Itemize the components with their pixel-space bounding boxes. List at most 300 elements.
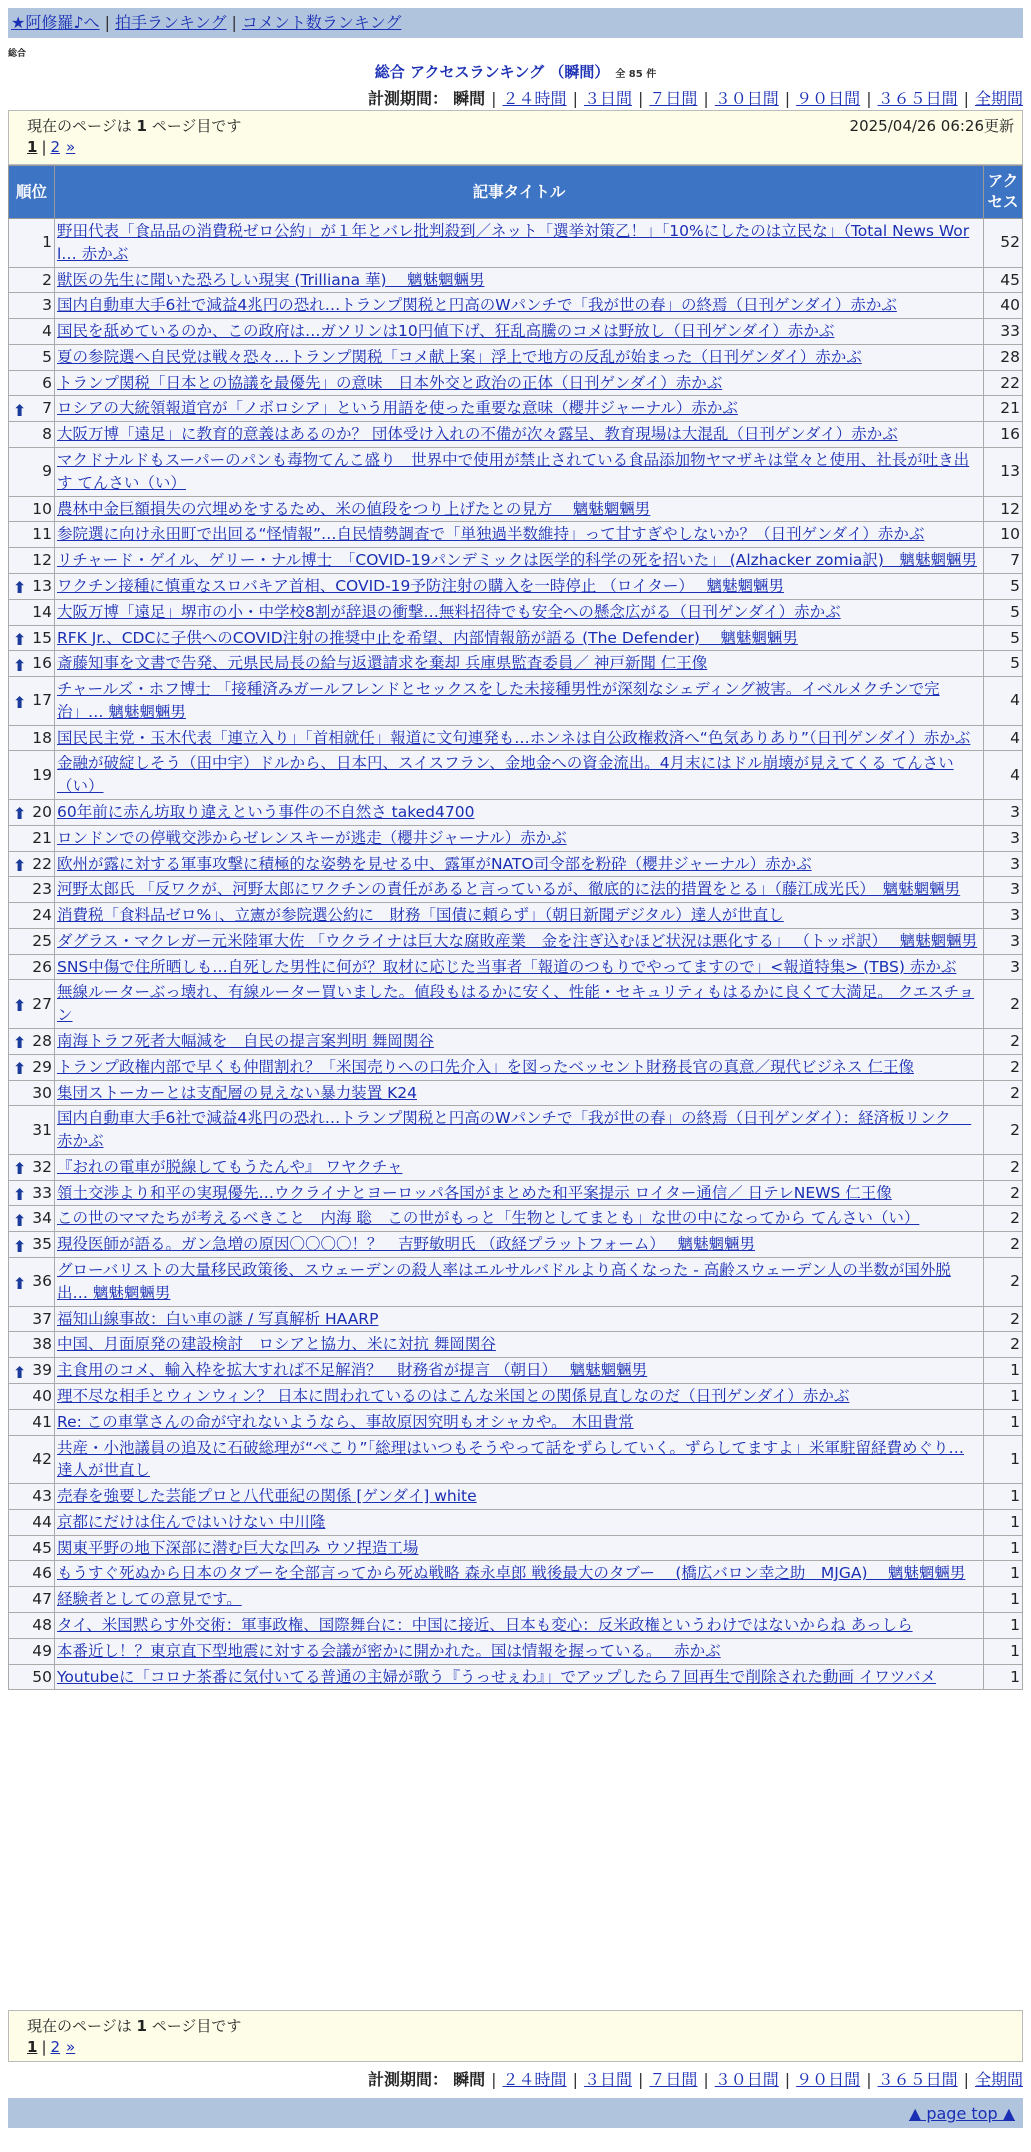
rank-number: 47: [32, 1590, 52, 1609]
period-24h[interactable]: ２４時間: [502, 89, 567, 108]
article-link[interactable]: 南海トラフ死者大幅減を 自民の提言案判明 舞岡関谷: [57, 1032, 434, 1050]
rank-number: 10: [32, 499, 52, 518]
rank-cell: [9, 370, 55, 396]
title-cell: [55, 293, 984, 319]
title-cell: [55, 1587, 984, 1613]
rank-number: 19: [32, 765, 52, 784]
updated-time: 2025/04/26 06:26更新: [849, 117, 1014, 135]
rank-number: 11: [32, 525, 52, 544]
rank-cell: [9, 422, 55, 448]
title-cell: [55, 751, 984, 800]
article-link[interactable]: 60年前に赤ん坊取り違えという事件の不自然さ taked4700: [57, 802, 475, 821]
rank-number: 5: [42, 347, 52, 366]
rank-number: 14: [32, 602, 52, 621]
ranking-row: [9, 319, 1023, 345]
access-count: 4: [984, 751, 1023, 800]
access-count: 1: [984, 1535, 1023, 1561]
title-cell: [55, 1664, 984, 1690]
title-cell: [55, 877, 984, 903]
rank-up-arrow-icon: ⬆: [13, 1236, 27, 1256]
title-cell: [55, 625, 984, 651]
title-cell: [55, 799, 984, 825]
ranking-row: [9, 1332, 1023, 1358]
period-current: 瞬間: [453, 89, 486, 108]
access-count: 2: [984, 1106, 1023, 1155]
access-count: 2: [984, 1154, 1023, 1180]
section-label: 総合: [8, 49, 27, 59]
ranking-row: [9, 219, 1023, 268]
article-link[interactable]: 金融が破綻しそう（田中宇）ドルから、日本円、スイスフラン、金地金への資金流出。4月末にはドル崩壊が見えてくる てんさい（い）: [57, 754, 954, 796]
access-count: 2: [984, 1258, 1023, 1307]
rank-up-arrow-icon: ⬆: [13, 855, 27, 875]
ranking-title: 総合 アクセスランキング （瞬間）: [374, 63, 610, 81]
rank-cell: [9, 1638, 55, 1664]
access-count: 1: [984, 1561, 1023, 1587]
rank-cell: [9, 573, 55, 599]
article-link[interactable]: 国民民主党・玉木代表「連立入り」「首相就任」報道に文句連発も…ホンネは自公政権救済へ“色気ありあり”（日刊ゲンダイ）赤かぶ: [57, 728, 971, 747]
access-count: 2: [984, 1080, 1023, 1106]
rank-number: 45: [32, 1538, 52, 1557]
title-cell: [55, 1612, 984, 1638]
rank-cell: [9, 1106, 55, 1155]
rank-cell: [9, 851, 55, 877]
access-count: 2: [984, 1180, 1023, 1206]
period-3d[interactable]: ３日間: [583, 89, 632, 108]
article-link[interactable]: SNS中傷で住所晒しも…自死した男性に何が？取材に応じた当事者「報道のつもりでやってますので」<報道特集> (TBS) 赤かぶ: [57, 957, 957, 976]
access-count: 2: [984, 1306, 1023, 1332]
top-nav-bar: [8, 8, 1023, 38]
article-link[interactable]: 農林中金巨額損失の穴埋めをするため、米の値段をつり上げたとの見方 魑魅魍魎男: [57, 499, 651, 518]
title-cell: [55, 677, 984, 726]
rank-number: 42: [32, 1449, 52, 1468]
ranking-row: [9, 1664, 1023, 1690]
access-count: 1: [984, 1612, 1023, 1638]
rank-number: 16: [32, 654, 52, 673]
article-link[interactable]: リチャード・ゲイル、ゲリー・ナル博士 「COVID-19パンデミックは医学的科学の死を招いた」 (Alzhacker zomia訳) 魑魅魍魎男: [57, 551, 977, 570]
access-count: 2: [984, 1232, 1023, 1258]
access-count: 3: [984, 877, 1023, 903]
rank-number: 34: [32, 1209, 52, 1228]
access-count: 28: [984, 344, 1023, 370]
article-link[interactable]: 国内自動車大手6社で減益4兆円の恐れ…トランプ関税と円高のWパンチで「我が世の春」の終焉（日刊ゲンダイ）赤かぶ: [57, 296, 897, 315]
article-link[interactable]: 福知山線事故：白い車の謎 / 写真解析 HAARP: [57, 1309, 379, 1328]
rank-number: 27: [32, 994, 52, 1013]
rank-up-arrow-icon: ⬆: [13, 1059, 27, 1079]
article-link[interactable]: 中国、月面原発の建設検討 ロシアと協力、米に対抗 舞岡関谷: [57, 1335, 496, 1354]
rank-cell: [9, 496, 55, 522]
home-link[interactable]: ★阿修羅♪へ: [11, 13, 100, 32]
period-all[interactable]: 全期間: [974, 2070, 1023, 2089]
col-access-header: アクセス: [984, 166, 1023, 219]
title-cell: [55, 396, 984, 422]
ranking-row: [9, 548, 1023, 574]
ranking-row: [9, 980, 1023, 1029]
access-count: 4: [984, 725, 1023, 751]
title-cell: [55, 1638, 984, 1664]
period-all[interactable]: 全期間: [974, 89, 1023, 108]
title-cell: [55, 651, 984, 677]
access-count: 21: [984, 396, 1023, 422]
rank-number: 50: [32, 1667, 52, 1686]
col-title-header: 記事タイトル: [55, 166, 984, 219]
article-link[interactable]: ダグラス・マクレガー元米陸軍大佐 「ウクライナは巨大な腐敗産業 金を注ぎ込むほど状況は悪化する」 （トッポ訳） 魑魅魍魎男: [57, 931, 978, 950]
clap-ranking-link[interactable]: 拍手ランキング: [114, 13, 227, 32]
rank-cell: [9, 625, 55, 651]
article-link[interactable]: 領土交渉より和平の実現優先…ウクライナとヨーロッパ各国がまとめた和平案提示 ロイター通信／ 日テレNEWS 仁王像: [57, 1183, 892, 1202]
access-count: 2: [984, 1029, 1023, 1055]
title-cell: [55, 1435, 984, 1484]
next-page-link[interactable]: »: [66, 2038, 76, 2056]
article-link[interactable]: 欧州が露に対する軍事攻撃に積極的な姿勢を見せる中、露軍がNATO司令部を粉砕（櫻井ジャーナル）赤かぶ: [57, 854, 812, 873]
title-cell: [55, 1332, 984, 1358]
article-link[interactable]: RFK Jr.、CDCに子供へのCOVID注射の推奨中止を希望、内部情報筋が語る (The Defender) 魑魅魍魎男: [57, 628, 798, 647]
footer-bar: [8, 2098, 1023, 2128]
rank-cell: [9, 1383, 55, 1409]
rank-cell: [9, 1332, 55, 1358]
access-count: 40: [984, 293, 1023, 319]
ranking-row: [9, 1180, 1023, 1206]
article-link[interactable]: マクドナルドもスーパーのパンも毒物てんこ盛り 世界中で使用が禁止されている食品添加物ヤマザキは堂々と使用、社長が吐き出す てんさい（い）: [57, 451, 970, 492]
rank-number: 1: [42, 233, 52, 252]
rank-number: 46: [32, 1564, 52, 1583]
rank-number: 39: [32, 1361, 52, 1380]
rank-number: 32: [32, 1157, 52, 1176]
title-cell: [55, 573, 984, 599]
rank-number: 17: [32, 691, 52, 710]
ranking-row: [9, 751, 1023, 800]
ranking-row: [9, 1587, 1023, 1613]
rank-number: 15: [32, 628, 52, 647]
article-link[interactable]: 夏の参院選へ自民党は戦々恐々…トランプ関税「コメ献上案」浮上で地方の反乱が始まった（日刊ゲンダイ）赤かぶ: [57, 347, 862, 366]
article-link[interactable]: この世のママたちが考えるべきこと 内海 聡 この世がもっと「生物としてまとも」な世の中になってから てんさい（い）: [57, 1209, 920, 1228]
rank-cell: [9, 1509, 55, 1535]
ranking-row: [9, 396, 1023, 422]
access-count: 3: [984, 825, 1023, 851]
rank-number: 9: [42, 462, 52, 481]
total-count: 全 85 件: [615, 69, 657, 80]
period-current: 瞬間: [453, 2070, 486, 2089]
article-link[interactable]: 国民を舐めているのか、この政府は…ガソリンは10円値下げ、狂乱高騰のコメは野放し（日刊ゲンダイ）赤かぶ: [57, 322, 835, 341]
period-7d[interactable]: ７日間: [649, 2070, 698, 2089]
access-count: 2: [984, 1206, 1023, 1232]
ranking-row: [9, 573, 1023, 599]
period-365d[interactable]: ３６５日間: [877, 89, 958, 108]
access-count: 1: [984, 1409, 1023, 1435]
rank-cell: [9, 928, 55, 954]
article-link[interactable]: 集団ストーカーとは支配層の見えない暴力装置 K24: [57, 1083, 418, 1102]
article-link[interactable]: グローバリストの大量移民政策後、スウェーデンの殺人率はエルサルバドルより高くなった - 高齢スウェーデン人の半数が国外脱出… 魑魅魍魎男: [57, 1261, 951, 1302]
rank-cell: [9, 319, 55, 345]
title-cell: [55, 1258, 984, 1307]
rank-cell: [9, 677, 55, 726]
title-cell: [55, 219, 984, 268]
ranking-row: [9, 1409, 1023, 1435]
rank-up-arrow-icon: ⬆: [13, 1185, 27, 1205]
rank-number: 36: [32, 1272, 52, 1291]
access-count: 1: [984, 1484, 1023, 1510]
page-top-link[interactable]: ▲ page top ▲: [908, 2104, 1015, 2123]
ranking-row: [9, 954, 1023, 980]
rank-up-arrow-icon: ⬆: [13, 655, 27, 675]
access-count: 4: [984, 677, 1023, 726]
rank-cell: [9, 448, 55, 497]
access-count: 12: [984, 496, 1023, 522]
rank-number: 37: [32, 1309, 52, 1328]
title-cell: [55, 370, 984, 396]
rank-cell: [9, 1306, 55, 1332]
rank-number: 6: [42, 373, 52, 392]
title-cell: [55, 496, 984, 522]
title-cell: [55, 825, 984, 851]
access-count: 1: [984, 1435, 1023, 1484]
article-link[interactable]: 国内自動車大手6社で減益4兆円の恐れ…トランプ関税と円高のWパンチで「我が世の春」の終焉（日刊ゲンダイ）：経済板リンク 赤かぶ: [57, 1109, 972, 1151]
rank-up-arrow-icon: ⬆: [13, 996, 27, 1016]
pagination: 1 | 2 »: [27, 138, 76, 156]
rank-cell: [9, 219, 55, 268]
page-1-current: 1: [27, 138, 38, 156]
ranking-row: [9, 1484, 1023, 1510]
access-count: 1: [984, 1383, 1023, 1409]
rank-cell: [9, 725, 55, 751]
title-cell: [55, 548, 984, 574]
period-90d[interactable]: ９０日間: [796, 89, 861, 108]
article-link[interactable]: Youtubeに「コロナ茶番に気付いてる普通の主婦が歌う『うっせぇわ』」でアップしたら７回再生で削除された動画 イワツバメ: [57, 1667, 936, 1686]
article-link[interactable]: ロシアの大統領報道官が「ノボロシア」という用語を使った重要な意味（櫻井ジャーナル）赤かぶ: [57, 399, 738, 418]
article-link[interactable]: 理不尽な相手とウィンウィン？ 日本に問われているのはこんな米国との関係見直しなのだ（日刊ゲンダイ）赤かぶ: [57, 1386, 850, 1405]
title-cell: [55, 1484, 984, 1510]
period-30d[interactable]: ３０日間: [714, 2070, 779, 2089]
ranking-row: [9, 651, 1023, 677]
article-link[interactable]: 『おれの電車が脱線してもうたんや』 ワヤクチャ: [57, 1157, 403, 1176]
article-link[interactable]: もうすぐ死ぬから日本のタブーを全部言ってから死ぬ戦略 森永卓郎 戦後最大のタブー (橋広バロン幸之助 MJGA) 魑魅魍魎男: [57, 1564, 966, 1583]
access-count: 16: [984, 422, 1023, 448]
period-30d[interactable]: ３０日間: [714, 89, 779, 108]
access-count: 3: [984, 799, 1023, 825]
article-link[interactable]: 大阪万博「遠足」に教育的意義はあるのか？ 団体受け入れの不備が次々露呈、教育現場は大混乱（日刊ゲンダイ）赤かぶ: [57, 425, 898, 444]
period-3d[interactable]: ３日間: [583, 2070, 632, 2089]
rank-up-arrow-icon: ⬆: [13, 1210, 27, 1230]
rank-cell: [9, 980, 55, 1029]
rank-number: 4: [42, 322, 52, 341]
rank-up-arrow-icon: ⬆: [13, 1159, 27, 1179]
rank-number: 26: [32, 957, 52, 976]
period-selector-bottom: 計測期間： 瞬間 | ２４時間 | ３日間 | ７日間 | ３０日間 | ９０日間 | ３６５日間 | 全期間: [368, 2070, 1023, 2089]
article-link[interactable]: 斎藤知事を文書で告発、元県民局長の給与返還請求を棄却 兵庫県監査委員／ 神戸新聞 仁王像: [57, 654, 708, 673]
rank-number: 25: [32, 931, 52, 950]
rank-number: 7: [42, 399, 52, 418]
ranking-row: [9, 1154, 1023, 1180]
period-90d[interactable]: ９０日間: [796, 2070, 861, 2089]
page-2-link[interactable]: 2: [50, 138, 61, 156]
ranking-row: [9, 1080, 1023, 1106]
nav-separator: |: [231, 13, 237, 32]
ranking-row: [9, 1029, 1023, 1055]
title-cell: [55, 1154, 984, 1180]
period-24h[interactable]: ２４時間: [502, 2070, 567, 2089]
rank-cell: [9, 1409, 55, 1435]
article-link[interactable]: 野田代表「食品品の消費税ゼロ公約」が１年とバレ批判殺到／ネット「選挙対策乙！」「10%にしたのは立民な」（Total News Worl… 赤かぶ: [57, 222, 970, 263]
rank-number: 38: [32, 1335, 52, 1354]
ranking-row: [9, 928, 1023, 954]
article-link[interactable]: 主食用のコメ、輸入枠を拡大すれば不足解消？ 財務省が提言 （朝日） 魑魅魍魎男: [57, 1361, 648, 1380]
rank-cell: [9, 903, 55, 929]
ranking-row: [9, 1612, 1023, 1638]
title-cell: [55, 1358, 984, 1384]
access-count: 13: [984, 448, 1023, 497]
ranking-row: [9, 1258, 1023, 1307]
title-cell: [55, 1383, 984, 1409]
article-link[interactable]: 河野太郎氏 「反ワクが、河野太郎にワクチンの責任があると言っているが、徹底的に法的措置をとる」（藤江成光氏） 魑魅魍魎男: [57, 880, 961, 899]
access-count: 5: [984, 573, 1023, 599]
rank-cell: [9, 1080, 55, 1106]
article-link[interactable]: 本番近し！？東京直下型地震に対する会議が密かに開かれた。国は情報を握っている。 赤かぶ: [57, 1641, 721, 1660]
ranking-row: [9, 1638, 1023, 1664]
article-link[interactable]: トランプ政権内部で早くも仲間割れ？「米国売りへの口先介入」を図ったベッセント財務長官の真意／現代ビジネス 仁王像: [57, 1057, 914, 1076]
ranking-row: [9, 293, 1023, 319]
title-cell: [55, 1054, 984, 1080]
comment-ranking-link[interactable]: コメント数ランキング: [241, 13, 402, 32]
article-link[interactable]: 現役医師が語る。ガン急増の原因〇〇〇〇！？ 吉野敏明氏 （政経プラットフォーム） 魑魅魍魎男: [57, 1235, 756, 1254]
title-cell: [55, 903, 984, 929]
title-cell: [55, 267, 984, 293]
access-count: 3: [984, 903, 1023, 929]
title-cell: [55, 1561, 984, 1587]
next-page-link[interactable]: »: [66, 138, 76, 156]
page-title: [0, 61, 1031, 82]
title-cell: [55, 1306, 984, 1332]
access-count: 1: [984, 1587, 1023, 1613]
ranking-row: [9, 1232, 1023, 1258]
rank-cell: [9, 954, 55, 980]
rank-number: 23: [32, 880, 52, 899]
rank-up-arrow-icon: ⬆: [13, 692, 27, 712]
nav-separator: |: [104, 13, 110, 32]
article-link[interactable]: 大阪万博「遠足」堺市の小・中学校8割が辞退の衝撃…無料招待でも安全への懸念広がる（日刊ゲンダイ）赤かぶ: [57, 602, 841, 621]
ranking-row: [9, 1106, 1023, 1155]
period-7d[interactable]: ７日間: [649, 89, 698, 108]
rank-number: 31: [32, 1120, 52, 1139]
page-info-top: [8, 110, 1023, 165]
article-link[interactable]: ロンドンでの停戦交渉からゼレンスキーが逃走（櫻井ジャーナル）赤かぶ: [57, 828, 567, 847]
access-count: 52: [984, 219, 1023, 268]
article-link[interactable]: 無線ルーターぶっ壊れ、有線ルーター買いました。値段もはるかに安く、性能・セキュリティもはるかに良くて大満足。 クエスチョン: [57, 983, 975, 1025]
article-link[interactable]: Re: この車掌さんの命が守れないようなら、事故原因究明もオシャカや。 木田貴常: [57, 1412, 634, 1431]
article-link[interactable]: 消費税「食料品ゼロ%」、立憲が参院選公約に 財務「国債に頼らず」（朝日新聞デジタル）達人が世直し: [57, 906, 784, 925]
period-label: 計測期間：: [368, 89, 449, 108]
rank-cell: [9, 651, 55, 677]
rank-cell: [9, 1587, 55, 1613]
title-cell: [55, 319, 984, 345]
rank-number: 12: [32, 551, 52, 570]
col-rank-header: 順位: [9, 166, 55, 219]
rank-cell: [9, 548, 55, 574]
rank-cell: [9, 1484, 55, 1510]
article-link[interactable]: 経験者としての意見です。: [57, 1590, 242, 1609]
page-info-bottom: [8, 2010, 1023, 2062]
page-2-link[interactable]: 2: [50, 2038, 61, 2056]
article-link[interactable]: タイ、米国黙らす外交術：軍事政権、国際舞台に：中国に接近、日本も変心：反米政権というわけではないからね あっしら: [57, 1615, 913, 1634]
ranking-row: [9, 496, 1023, 522]
rank-up-arrow-icon: ⬆: [13, 629, 27, 649]
title-cell: [55, 1232, 984, 1258]
title-cell: [55, 1180, 984, 1206]
access-count: 10: [984, 522, 1023, 548]
rank-cell: [9, 751, 55, 800]
rank-up-arrow-icon: ⬆: [13, 578, 27, 598]
article-link[interactable]: トランプ関税「日本との協議を最優先」の意味 日本外交と政治の正体（日刊ゲンダイ）赤かぶ: [57, 373, 723, 392]
access-count: 3: [984, 928, 1023, 954]
access-count: 45: [984, 267, 1023, 293]
title-cell: [55, 1409, 984, 1435]
period-selector-top: 計測期間： 瞬間 | ２４時間 | ３日間 | ７日間 | ３０日間 | ９０日間 | ３６５日間 | 全期間: [368, 89, 1023, 108]
title-cell: [55, 599, 984, 625]
rank-cell: [9, 1358, 55, 1384]
ranking-row: [9, 1509, 1023, 1535]
title-cell: [55, 522, 984, 548]
page-info-text: 現在のページは 1 ページ目です: [27, 117, 242, 135]
access-count: 1: [984, 1358, 1023, 1384]
rank-cell: [9, 1435, 55, 1484]
rank-cell: [9, 1232, 55, 1258]
rank-cell: [9, 1664, 55, 1690]
ranking-row: [9, 877, 1023, 903]
access-count: 7: [984, 548, 1023, 574]
article-link[interactable]: ワクチン接種に慎重なスロバキア首相、COVID-19予防注射の購入を一時停止 （ロイター） 魑魅魍魎男: [57, 576, 785, 595]
rank-number: 18: [32, 728, 52, 747]
title-cell: [55, 448, 984, 497]
rank-number: 13: [32, 576, 52, 595]
article-link[interactable]: チャールズ・ホフ博士 「接種済みガールフレンドとセックスをした未接種男性が深刻なシェディング被害。イベルメクチンで完治」… 魑魅魍魎男: [57, 680, 940, 721]
rank-number: 44: [32, 1512, 52, 1531]
rank-number: 48: [32, 1615, 52, 1634]
title-cell: [55, 1106, 984, 1155]
rank-number: 3: [42, 296, 52, 315]
access-count: 2: [984, 980, 1023, 1029]
article-link[interactable]: 関東平野の地下深部に潜む巨大な凹み ウソ捏造工場: [57, 1538, 419, 1557]
article-link[interactable]: 京都にだけは住んではいけない 中川隆: [57, 1512, 326, 1531]
ranking-row: [9, 1054, 1023, 1080]
rank-cell: [9, 1535, 55, 1561]
article-link[interactable]: 共産・小池議員の追及に石破総理が“ぺこり”「総理はいつもそうやって話をずらしていく。ずらしてますよ」米軍駐留経費めぐり… 達人が世直し: [57, 1438, 965, 1480]
title-cell: [55, 954, 984, 980]
ranking-row: [9, 799, 1023, 825]
rank-number: 2: [42, 270, 52, 289]
access-count: 3: [984, 851, 1023, 877]
rank-number: 43: [32, 1487, 52, 1506]
article-link[interactable]: 売春を強要した芸能プロと八代亜紀の関係 [ゲンダイ] white: [57, 1487, 477, 1506]
title-cell: [55, 980, 984, 1029]
access-count: 22: [984, 370, 1023, 396]
rank-cell: [9, 1258, 55, 1307]
rank-number: 30: [32, 1083, 52, 1102]
ranking-row: [9, 599, 1023, 625]
rank-number: 21: [32, 828, 52, 847]
title-cell: [55, 1029, 984, 1055]
rank-cell: [9, 1561, 55, 1587]
period-365d[interactable]: ３６５日間: [877, 2070, 958, 2089]
access-count: 1: [984, 1509, 1023, 1535]
article-link[interactable]: 参院選に向け永田町で出回る“怪情報”…自民情勢調査で「単独過半数維持」って甘すぎやしないか？（日刊ゲンダイ）赤かぶ: [57, 525, 925, 544]
access-count: 33: [984, 319, 1023, 345]
rank-up-arrow-icon: ⬆: [13, 804, 27, 824]
rank-number: 41: [32, 1412, 52, 1431]
article-link[interactable]: 獣医の先生に聞いた恐ろしい現実 (Trilliana 華) 魑魅魍魎男: [57, 270, 485, 289]
rank-cell: [9, 522, 55, 548]
title-cell: [55, 1206, 984, 1232]
ranking-row: [9, 422, 1023, 448]
access-count: 2: [984, 1332, 1023, 1358]
title-cell: [55, 422, 984, 448]
